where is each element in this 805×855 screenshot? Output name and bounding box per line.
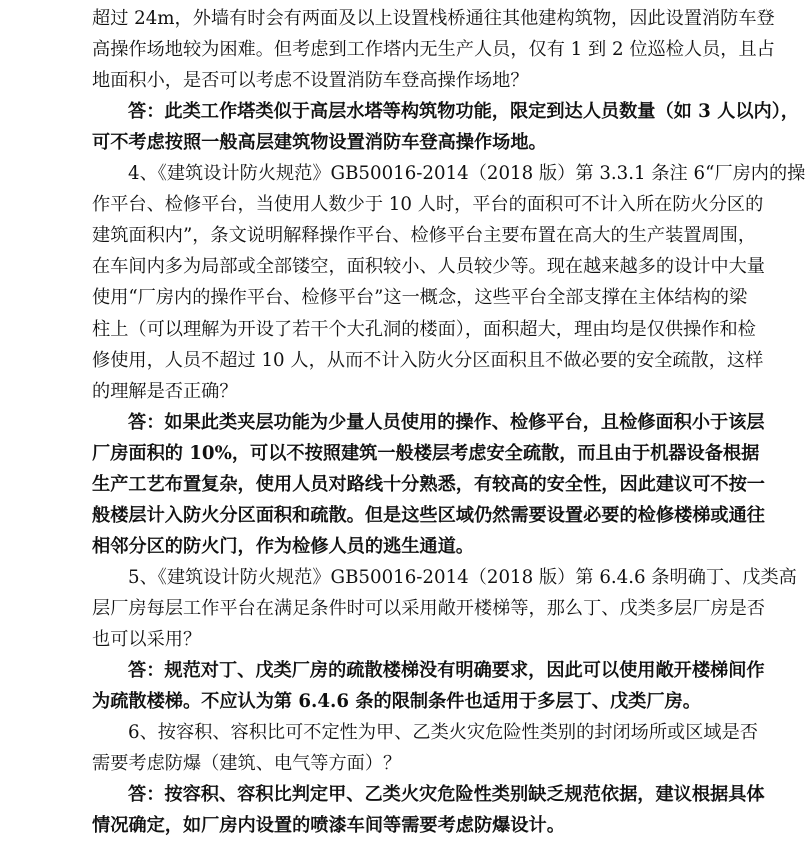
answer-text-line: 般楼层计入防火分区面积和疏散。但是这些区域仍然需要设置必要的检修楼梯或通往 [92, 504, 765, 526]
answer-text-line: 可不考虑按照一般高层建筑物设置消防车登高操作场地。 [92, 132, 547, 154]
body-text-line: 作平台、检修平台，当使用人数少于 10 人时，平台的面积可不计入所在防火分区的 [92, 194, 764, 216]
answer-text-line: 答：如果此类夹层功能为少量人员使用的操作、检修平台，且检修面积小于该层 [128, 411, 765, 433]
body-text-line: 的理解是否正确？ [92, 380, 238, 402]
body-text-line: 使用“厂房内的操作平台、检修平台”这一概念，这些平台全部支撑在主体结构的梁 [92, 287, 748, 309]
body-text-line: 在车间内多为局部或全部镂空，面积较小、人员较少等。现在越来越多的设计中大量 [92, 256, 765, 278]
answer-text-line: 答：此类工作塔类似于高层水塔等构筑物功能，限定到达人员数量（如 3 人以内）， [128, 101, 799, 123]
answer-text-line: 相邻分区的防火门，作为检修人员的逃生通道。 [92, 535, 474, 557]
body-text-line: 层厂房每层工作平台在满足条件时可以采用敞开楼梯等，那么丁、戊类多层厂房是否 [92, 597, 765, 619]
body-text-line: 5、《建筑设计防火规范》GB50016-2014（2018 版）第 6.4.6 条明确丁、戊类高 [128, 566, 797, 588]
answer-text-line: 厂房面积的 10%，可以不按照建筑一般楼层考虑安全疏散，而且由于机器设备根据 [92, 442, 760, 464]
answer-text-line: 情况确定，如厂房内设置的喷漆车间等需要考虑防爆设计。 [92, 815, 565, 837]
body-text-line: 超过 24m，外墙有时会有两面及以上设置栈桥通往其他建构筑物，因此设置消防车登 [92, 8, 775, 29]
answer-text-line: 答：规范对丁、戊类厂房的疏散楼梯没有明确要求，因此可以使用敞开楼梯间作 [128, 660, 765, 682]
body-text-line: 也可以采用？ [92, 629, 202, 650]
body-text-line: 建筑面积内”，条文说明解释操作平台、检修平台主要布置在高大的生产装置周围， [92, 225, 757, 247]
answer-text-line: 生产工艺布置复杂，使用人员对路线十分熟悉，有较高的安全性，因此建议可不按一 [92, 473, 765, 495]
body-text-line: 6、按容积、容积比可不定性为甲、乙类火灾危险性类别的封闭场所或区域是否 [128, 722, 758, 744]
answer-text-line: 答：按容积、容积比判定甲、乙类火灾危险性类别缺乏规范依据，建议根据具体 [128, 784, 765, 806]
body-text-line: 柱上（可以理解为开设了若干个大孔洞的楼面），面积超大，理由均是仅供操作和检 [92, 318, 756, 340]
answer-text-line: 为疏散楼梯。不应认为第 6.4.6 条的限制条件也适用于多层丁、戊类厂房。 [92, 691, 701, 713]
body-text-line: 高操作场地较为困难。但考虑到工作塔内无生产人员，仅有 1 到 2 位巡检人员，且占 [92, 39, 775, 61]
body-text-line: 修使用，人员不超过 10 人，从而不计入防火分区面积且不做必要的安全疏散，这样 [92, 349, 764, 371]
body-text-line: 需要考虑防爆（建筑、电气等方面）？ [92, 753, 402, 775]
body-text-line: 地面积小，是否可以考虑不设置消防车登高操作场地？ [92, 70, 529, 92]
body-text-line: 4、《建筑设计防火规范》GB50016-2014（2018 版）第 3.3.1 条注 6“厂房内的操 [128, 163, 805, 185]
